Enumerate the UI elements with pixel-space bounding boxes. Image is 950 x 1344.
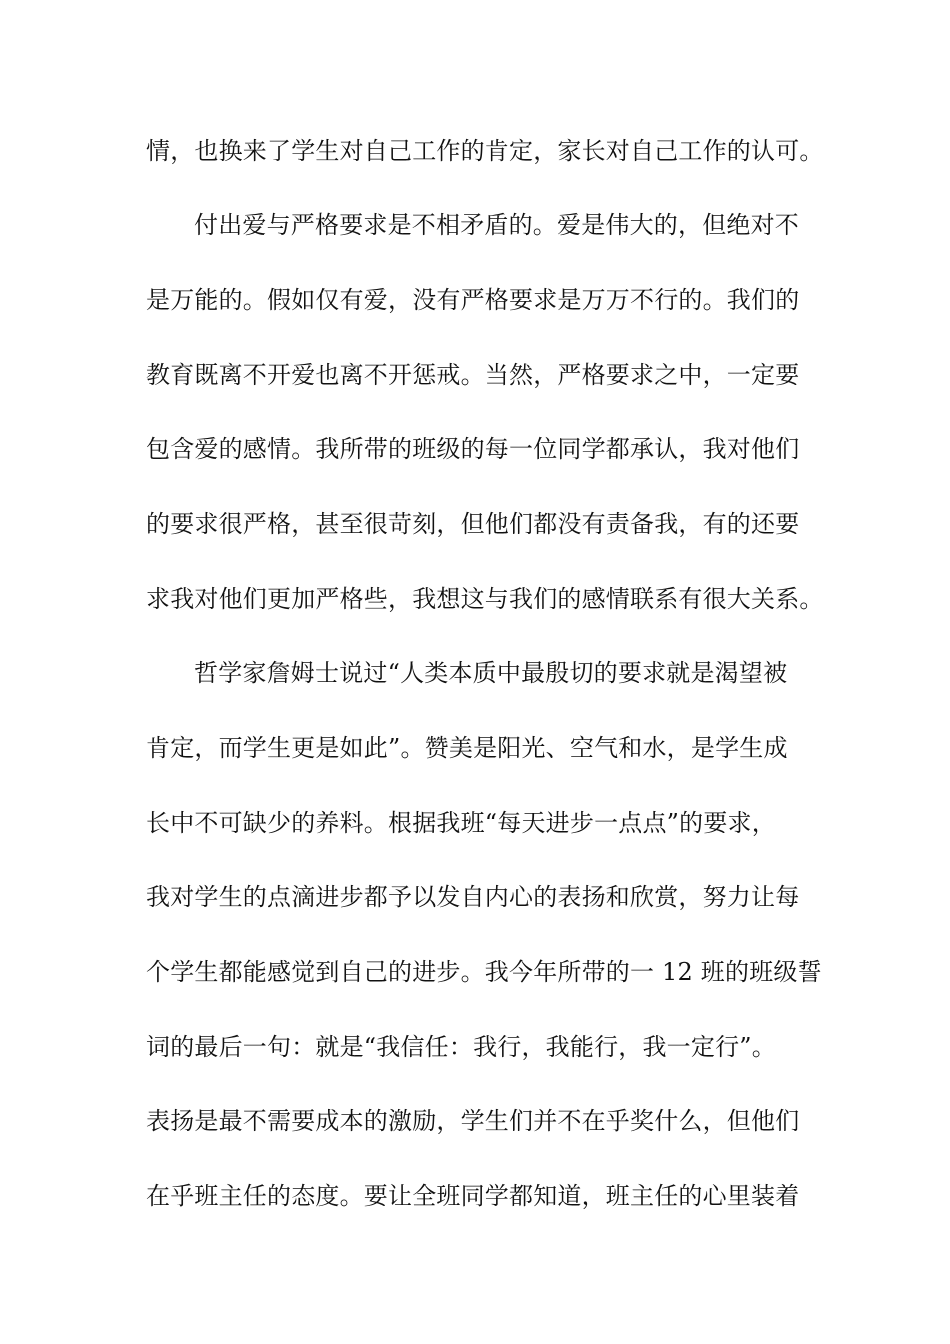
text-line: 情，也换来了学生对自己工作的肯定，家长对自己工作的认可。 bbox=[146, 137, 824, 165]
text-line: 我对学生的点滴进步都予以发自内心的表扬和欣赏，努力让每 bbox=[146, 883, 800, 911]
text-line: 个学生都能感觉到自己的进步。我今年所带的一 12 班的班级誓 bbox=[146, 958, 822, 986]
text-line: 教育既离不开爱也离不开惩戒。当然，严格要求之中，一定要 bbox=[146, 361, 800, 389]
text-line: 表扬是最不需要成本的激励，学生们并不在乎奖什么，但他们 bbox=[146, 1107, 800, 1135]
text-line: 长中不可缺少的养料。根据我班“每天进步一点点”的要求， bbox=[146, 809, 776, 837]
text-line: 的要求很严格，甚至很苛刻，但他们都没有责备我，有的还要 bbox=[146, 510, 800, 538]
text-line: 肯定，而学生更是如此”。赞美是阳光、空气和水，是学生成 bbox=[146, 734, 788, 762]
text-line: 是万能的。假如仅有爱，没有严格要求是万万不行的。我们的 bbox=[146, 286, 800, 314]
text-line: 词的最后一句：就是“我信任：我行，我能行，我一定行”。 bbox=[146, 1033, 776, 1061]
paragraph-first-line: 付出爱与严格要求是不相矛盾的。爱是伟大的，但绝对不 bbox=[194, 211, 799, 239]
text-line: 在乎班主任的态度。要让全班同学都知道，班主任的心里装着 bbox=[146, 1182, 800, 1210]
text-line: 求我对他们更加严格些，我想这与我们的感情联系有很大关系。 bbox=[146, 585, 824, 613]
text-line: 包含爱的感情。我所带的班级的每一位同学都承认，我对他们 bbox=[146, 435, 800, 463]
paragraph-first-line: 哲学家詹姆士说过“人类本质中最殷切的要求就是渴望被 bbox=[194, 659, 788, 687]
